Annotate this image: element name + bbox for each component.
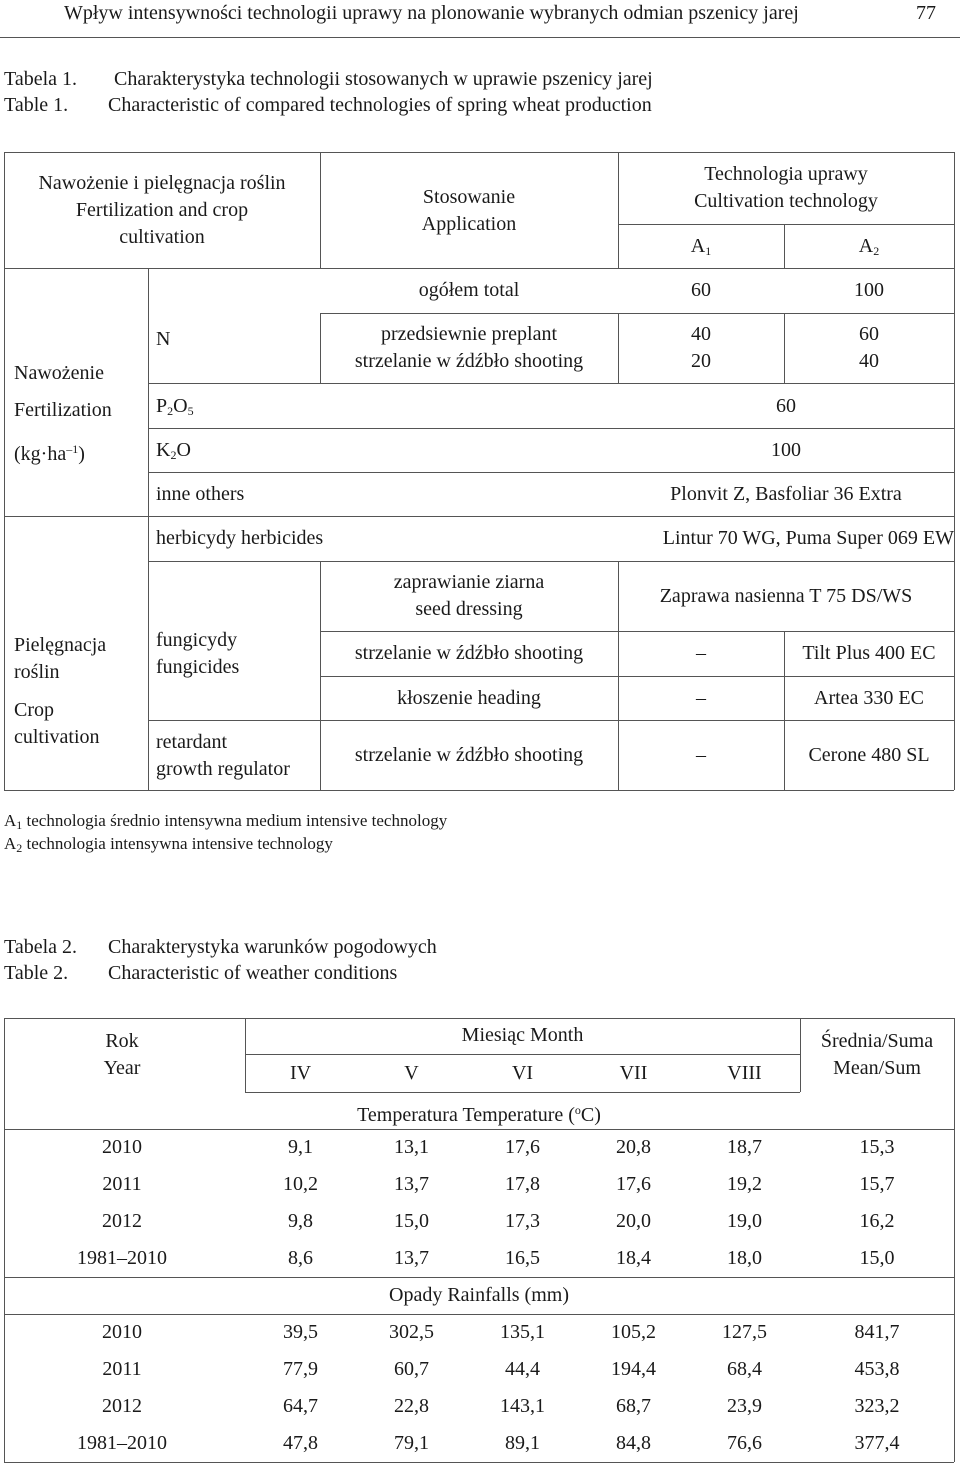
t2-rain-year: 2011 (102, 1358, 142, 1380)
t2-temp-cell: 17,6 (505, 1136, 540, 1158)
table1-caption-en: Characteristic of compared technologies of spring wheat production (108, 94, 652, 116)
t1-others-value: Plonvit Z, Basfoliar 36 Extra (670, 483, 902, 505)
t2-rain-cell: 105,2 (611, 1321, 656, 1343)
t1-heading-app: kłoszenie heading (397, 687, 541, 709)
t2-rain-cell: 302,5 (389, 1321, 434, 1343)
t1-total-a2: 100 (854, 279, 884, 301)
t2-rain-cell: 77,9 (283, 1358, 318, 1380)
t1-total-label: ogółem total (418, 279, 520, 301)
t1-k-value: 100 (771, 439, 801, 461)
t1-head-col1-line3: cultivation (119, 226, 205, 248)
t1-head-col1-line2: Fertilization and crop (75, 199, 249, 221)
t1-fung-label-2: fungicides (156, 656, 240, 678)
t2-temp-cell: 13,7 (394, 1247, 429, 1269)
t1-p-value: 60 (776, 395, 796, 417)
t2-year-head-en: Year (103, 1057, 141, 1079)
t2-temp-cell: 17,8 (505, 1173, 540, 1195)
t1-heading-a2: Artea 330 EC (814, 687, 924, 709)
t2-year-head-pl: Rok (105, 1030, 139, 1052)
t1-retard-a1: – (696, 744, 706, 766)
t2-rain-cell: 143,1 (500, 1395, 545, 1417)
t2-rain-cell: 44,4 (505, 1358, 540, 1380)
t1-heading-a1: – (696, 687, 706, 709)
t2-rain-cell: 68,7 (616, 1395, 651, 1417)
t1-n-app-1: przedsiewnie preplant (380, 323, 558, 345)
t2-rain-year: 2010 (102, 1321, 142, 1343)
t2-month-v: V (404, 1062, 419, 1084)
t2-month-viii: VIII (727, 1062, 762, 1084)
t1-fung-shoot-a2: Tilt Plus 400 EC (802, 642, 936, 664)
t2-rain-cell: 135,1 (500, 1321, 545, 1343)
t1-footnote-a2: $A_2$ technologia intensywna intensive technology (4, 834, 333, 855)
t2-month-iv: IV (289, 1062, 312, 1084)
t1-head-a1: $A_1$ (690, 235, 712, 258)
t2-temp-cell: 10,2 (283, 1173, 318, 1195)
t2-temp-cell: 20,0 (616, 1210, 651, 1232)
table2-caption-pl: Charakterystyka warunków pogodowych (108, 936, 437, 958)
t1-care-label-2: roślin (14, 661, 60, 683)
t2-rain-sum: 841,7 (854, 1321, 900, 1343)
t1-fung-shoot-a1: – (696, 642, 706, 664)
t2-rain-sum: 453,8 (854, 1358, 900, 1380)
t1-fert-label-en: Fertilization (14, 399, 112, 421)
t1-n-label: N (156, 328, 171, 350)
t2-temp-cell: 18,0 (727, 1247, 762, 1269)
t2-rain-year: 1981–2010 (77, 1432, 167, 1454)
t2-temp-cell: 9,1 (288, 1136, 313, 1158)
t1-fert-unit: $(kg\cdot ha^{-1})$ (14, 442, 85, 465)
t2-temp-year: 2010 (102, 1136, 142, 1158)
t2-rain-cell: 47,8 (283, 1432, 318, 1454)
t2-temp-cell: 17,6 (616, 1173, 651, 1195)
table1-caption-pl: Charakterystyka technologii stosowanych w uprawie pszenicy jarej (114, 68, 653, 90)
t1-herb-label: herbicydy herbicides (156, 527, 324, 549)
t1-fung-label-1: fungicydy (156, 629, 238, 651)
table2-caption-en: Characteristic of weather conditions (108, 962, 398, 984)
t2-rain-head: Opady Rainfalls (mm) (389, 1284, 569, 1306)
t1-head-col3-line2: Cultivation technology (694, 190, 878, 212)
t2-temp-year: 2012 (102, 1210, 142, 1232)
t1-n-a2-2: 40 (859, 350, 879, 372)
t2-temp-cell: 9,8 (288, 1210, 313, 1232)
t1-p-label: $P_2O_5$ (156, 395, 194, 418)
t2-temp-cell: 13,1 (394, 1136, 429, 1158)
t1-k-label: $K_2O$ (156, 439, 191, 462)
t1-head-col3-line1: Technologia uprawy (704, 163, 868, 185)
table2-label-pl: Tabela 2. (4, 936, 78, 958)
table1-label-pl: Tabela 1. (4, 68, 78, 90)
t2-rain-cell: 22,8 (394, 1395, 429, 1417)
t2-rain-cell: 60,7 (394, 1358, 429, 1380)
t2-temp-cell: 19,2 (727, 1173, 762, 1195)
t2-temp-cell: 18,4 (616, 1247, 651, 1269)
header-divider (0, 37, 960, 38)
t1-fung-shoot-app: strzelanie w źdźbło shooting (354, 642, 584, 664)
t2-mean-head-pl: Średnia/Suma (820, 1030, 934, 1052)
t2-mean-head-en: Mean/Sum (833, 1057, 921, 1079)
t2-temp-cell: 19,0 (727, 1210, 762, 1232)
t1-retard-app: strzelanie w źdźbło shooting (354, 744, 584, 766)
t1-head-a2: $A_2$ (858, 235, 880, 258)
t1-seed-app-2: seed dressing (415, 598, 523, 620)
t2-rain-cell: 64,7 (283, 1395, 318, 1417)
t2-temp-mean: 16,2 (859, 1210, 895, 1232)
t1-head-col2-line2: Application (421, 213, 517, 235)
t2-rain-cell: 127,5 (722, 1321, 767, 1343)
t2-rain-cell: 39,5 (283, 1321, 318, 1343)
t1-n-a2-1: 60 (859, 323, 879, 345)
t2-temp-year: 1981–2010 (77, 1247, 167, 1269)
t2-temp-year: 2011 (102, 1173, 142, 1195)
t1-herb-value: Lintur 70 WG, Puma Super 069 EW (662, 527, 954, 549)
t2-rain-cell: 68,4 (727, 1358, 762, 1380)
table1-label-en: Table 1. (4, 94, 69, 116)
t1-n-a1-2: 20 (691, 350, 711, 372)
t1-n-app-2: strzelanie w źdźbło shooting (354, 350, 584, 372)
t2-temp-mean: 15,7 (859, 1173, 895, 1195)
t2-rain-sum: 323,2 (854, 1395, 900, 1417)
t1-retard-label-1: retardant (156, 731, 228, 753)
t2-rain-cell: 194,4 (611, 1358, 656, 1380)
t2-rain-cell: 23,9 (727, 1395, 762, 1417)
t1-seed-app-1: zaprawianie ziarna (393, 571, 545, 593)
t1-total-a1: 60 (691, 279, 711, 301)
t2-temp-cell: 20,8 (616, 1136, 651, 1158)
t2-temp-mean: 15,0 (859, 1247, 895, 1269)
t2-temp-cell: 16,5 (505, 1247, 540, 1269)
page-number: 77 (916, 2, 936, 24)
table2-label-en: Table 2. (4, 962, 69, 984)
t2-month-vi: VI (511, 1062, 534, 1084)
t1-care-label-4: cultivation (14, 726, 100, 748)
t2-rain-cell: 84,8 (616, 1432, 651, 1454)
t1-head-col2-line1: Stosowanie (422, 186, 516, 208)
t1-footnote-a1: $A_1$ technologia średnio intensywna medium intensive technology (4, 811, 448, 832)
t2-month-head: Miesiąc Month (461, 1024, 584, 1046)
t2-temp-cell: 15,0 (394, 1210, 429, 1232)
t2-rain-cell: 76,6 (727, 1432, 762, 1454)
t1-care-label-3: Crop (14, 699, 54, 721)
t2-rain-sum: 377,4 (854, 1432, 900, 1454)
running-header-title: Wpływ intensywności technologii uprawy na plonowanie wybranych odmian pszenicy jarej (64, 2, 799, 24)
t2-temp-mean: 15,3 (859, 1136, 895, 1158)
t2-month-vii: VII (619, 1062, 648, 1084)
t2-temp-cell: 17,3 (505, 1210, 540, 1232)
t1-retard-label-2: growth regulator (156, 758, 290, 780)
t1-fert-label-pl: Nawożenie (14, 362, 104, 384)
t1-seed-value: Zaprawa nasienna T 75 DS/WS (659, 585, 913, 607)
t2-temp-head: Temperatura Temperature ($^o$C) (357, 1103, 601, 1126)
t2-temp-cell: 18,7 (727, 1136, 762, 1158)
t1-others-label: inne others (156, 483, 245, 505)
t1-n-a1-1: 40 (691, 323, 711, 345)
t2-rain-year: 2012 (102, 1395, 142, 1417)
t1-care-label-1: Pielęgnacja (14, 634, 107, 656)
t2-rain-cell: 79,1 (394, 1432, 429, 1454)
t1-retard-a2: Cerone 480 SL (808, 744, 930, 766)
t1-head-col1-line1: Nawożenie i pielęgnacja roślin (38, 172, 286, 194)
t2-temp-cell: 8,6 (288, 1247, 313, 1269)
t2-temp-cell: 13,7 (394, 1173, 429, 1195)
t2-rain-cell: 89,1 (505, 1432, 540, 1454)
